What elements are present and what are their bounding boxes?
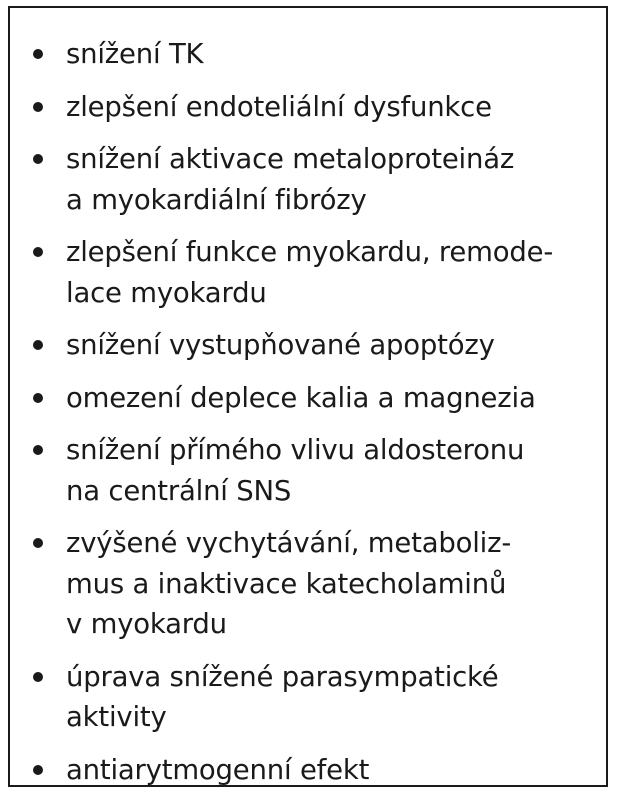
bullet-icon xyxy=(33,445,43,455)
bordered-text-box xyxy=(8,6,608,787)
list-item xyxy=(30,139,600,220)
bullet-icon xyxy=(33,247,43,257)
bullet-icon xyxy=(33,154,43,164)
list-item-text: zvýšené vychytávání, metaboliz- xyxy=(66,527,512,559)
list-item xyxy=(30,325,600,366)
bullet-list xyxy=(30,34,600,802)
list-item xyxy=(30,34,600,75)
list-item-text: snížení TK xyxy=(66,38,204,70)
list-item-text: úprava snížené parasympatické xyxy=(66,660,499,693)
bullet-icon xyxy=(33,672,43,682)
list-item xyxy=(30,87,600,128)
list-item-text: mus a inaktivace katecholaminů xyxy=(66,567,507,600)
bullet-icon xyxy=(33,102,43,112)
list-item-text: snížení přímého vlivu aldosteronu xyxy=(66,434,525,466)
list-item-text: a myokardiální fibrózy xyxy=(66,183,367,216)
list-item-text: omezení deplece kalia a magnezia xyxy=(66,381,536,414)
list-item xyxy=(30,523,600,645)
bullet-icon xyxy=(33,393,43,403)
bullet-icon xyxy=(33,340,43,350)
list-item-text: snížení aktivace metaloproteináz xyxy=(66,143,515,175)
list-item xyxy=(30,430,600,511)
list-item-text: snížení vystupňované apoptózy xyxy=(66,329,495,361)
list-item-text: lace myokardu xyxy=(66,276,267,309)
bullet-icon xyxy=(33,49,43,59)
list-item-text: zlepšení funkce myokardu, remode- xyxy=(66,236,554,268)
list-item-text: na centrální SNS xyxy=(66,474,292,507)
list-item xyxy=(30,378,600,419)
list-item xyxy=(30,232,600,313)
bullet-icon xyxy=(33,538,43,548)
list-item xyxy=(30,750,600,791)
list-item xyxy=(30,657,600,738)
bullet-icon xyxy=(33,765,43,775)
list-item-text: antiarytmogenní efekt xyxy=(66,753,370,786)
list-item-text: v myokardu xyxy=(66,608,227,640)
list-item-text: aktivity xyxy=(66,701,167,733)
list-item-text: zlepšení endoteliální dysfunkce xyxy=(66,90,492,123)
